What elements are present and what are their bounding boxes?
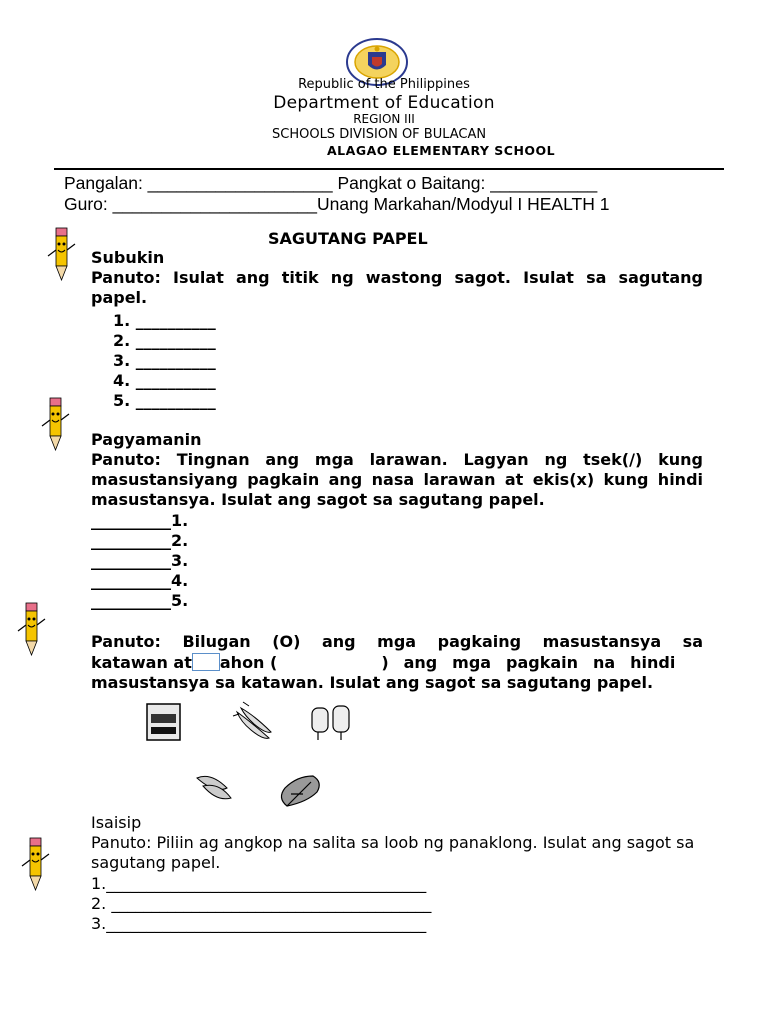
isaisip-answer-2: 2. ________________________________________ [91,894,432,913]
school-text: ALAGAO ELEMENTARY SCHOOL [327,143,556,158]
subukin-answer-3: 3. __________ [113,351,216,370]
isaisip-instruction: Panuto: Piliin ag angkop na salita sa loob ng panaklong. Isulat ang sagot sa sagutang papel. [91,833,695,872]
subukin-answer-2: 2. __________ [113,331,216,350]
bilugan-instruction-line1: Panuto: Bilugan (O) ang mga pagkaing masustansya sa [91,632,703,651]
subukin-answer-4: 4. __________ [113,371,216,390]
chips-icon [147,704,180,740]
republic-text: Republic of the Philippines [298,77,470,92]
isaisip-answer-3: 3.________________________________________ [91,914,427,933]
info-line-teacher: Guro: _____________________Unang Markahan/Modyul I HEALTH 1 [64,194,610,214]
bilugan-text-c: ) ang mga pagkain na hindi [381,653,676,672]
subukin-instruction: Panuto: Isulat ang titik ng wastong sagot. Isulat sa sagutang papel. [91,268,703,307]
peas-icon [233,702,271,738]
bilugan-text-b: ahon ( [219,653,278,672]
pagyamanin-instruction: Panuto: Tingnan ang mga larawan. Lagyan ng tsek(/) kung masustansiyang pagkain ang nasa larawan at ekis(x) kung hindi masustansya. Isulat ang sagot sa sagutang papel. [91,450,703,509]
pencil-mascot-icon [38,396,72,454]
division-text: SCHOOLS DIVISION OF BULACAN [272,127,487,142]
pagyamanin-answer-2: __________2. [91,531,189,550]
pencil-mascot-icon [18,836,52,894]
bilugan-instruction-line3: masustansya sa katawan. Isulat ang sagot sa sagutang papel. [91,673,654,692]
box-symbol [192,653,220,671]
isaisip-answer-1: 1.________________________________________ [91,874,427,893]
region-text: REGION III [353,112,415,126]
isaisip-heading: Isaisip [91,813,142,832]
subukin-heading: Subukin [91,248,165,267]
pagyamanin-heading: Pagyamanin [91,430,202,449]
leaves-icon [197,776,231,798]
pencil-mascot-icon [44,226,78,284]
pagyamanin-answer-5: __________5. [91,591,189,610]
subukin-answer-1: 1. __________ [113,311,216,330]
subukin-answer-5: 5. __________ [113,391,216,410]
bilugan-instruction-line2 [91,653,703,673]
food-pictures [91,694,398,811]
page-title: SAGUTANG PAPEL [268,229,428,248]
bilugan-text-a: katawan at [91,653,192,672]
pencil-mascot-icon [14,601,48,659]
pagyamanin-answer-3: __________3. [91,551,189,570]
vegetable-icon [281,776,319,806]
pagyamanin-answer-1: __________1. [91,511,189,530]
info-line-name: Pangalan: ___________________ Pangkat o Baitang: ___________ [64,173,598,193]
pagyamanin-answer-4: __________4. [91,571,189,590]
popsicle-icon [312,706,349,740]
header-divider [54,168,724,170]
department-text: Department of Education [273,93,495,113]
